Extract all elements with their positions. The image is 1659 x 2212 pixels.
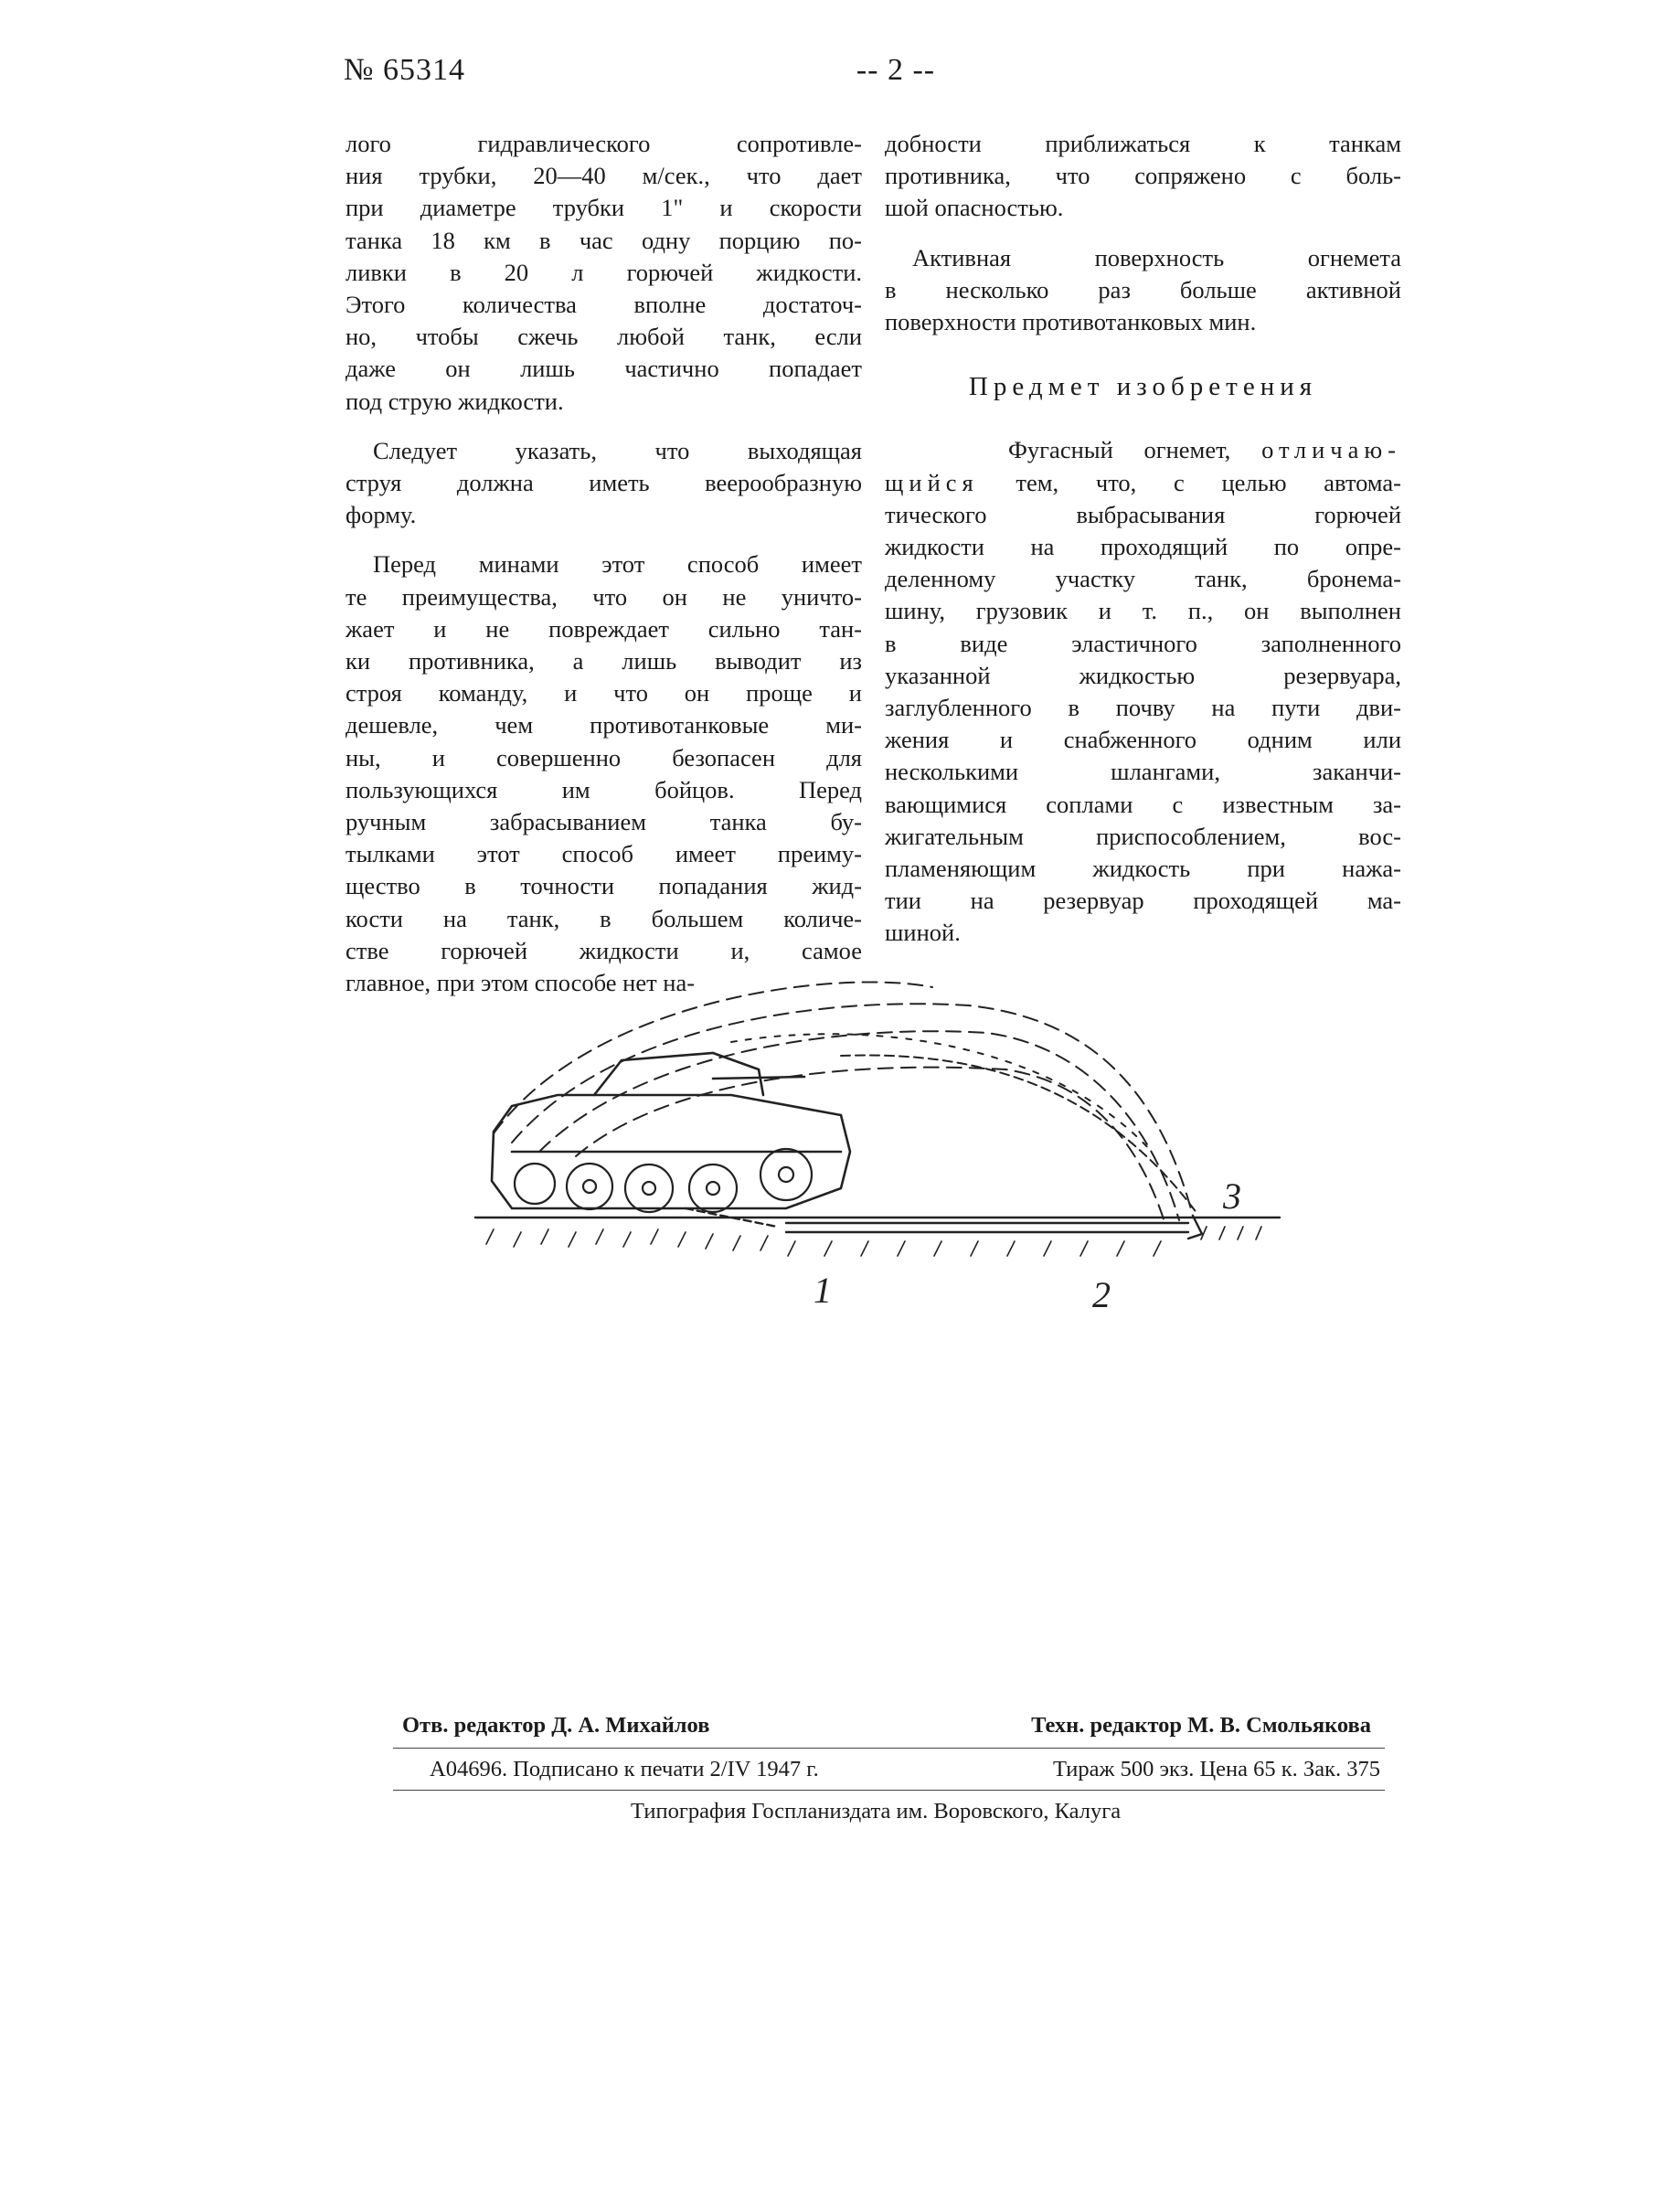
footer-rule (393, 1748, 1385, 1749)
text-line: пользующихся им бойцов. Перед (346, 775, 862, 803)
figure-label-2: 2 (1092, 1274, 1111, 1315)
text-line: дешевле, чем противотанковые ми- (346, 711, 862, 739)
publication-line (430, 1757, 1380, 1782)
ground-and-hose (475, 1208, 1280, 1256)
text-line: добности приближаться к танкам (885, 130, 1401, 157)
claim-line: пламеняющим жидкость при нажа- (885, 855, 1401, 883)
text-line: ки противника, а лишь выводит из (346, 647, 862, 675)
figure-label-1: 1 (814, 1270, 832, 1311)
text-line: противника, что сопряжено с боль- (885, 162, 1401, 190)
text-line: те преимущества, что он не уничто- (346, 582, 862, 611)
text-line: щество в точности попадания жид- (346, 872, 862, 900)
text-line: танка 18 км в час одну порцию по- (346, 226, 862, 254)
editor: Отв. редактор Д. А. Михайлов (402, 1713, 710, 1738)
paragraph-gap (346, 531, 862, 548)
tank-drawing (492, 1053, 850, 1212)
text-line: струя должна иметь веерообразную (346, 469, 862, 497)
text-line: Перед минами этот способ имеет (373, 550, 862, 579)
print-run-info: Тираж 500 экз. Цена 65 к. Зак. 375 (1052, 1757, 1380, 1781)
text-line: ния трубки, 20—40 м/сек., что дает (346, 162, 862, 190)
claim-line: вающимися соплами с известным за- (885, 790, 1401, 818)
claim-line: деленному участку танк, бронема- (885, 565, 1401, 593)
text-line: жает и не повреждает сильно тан- (346, 614, 862, 643)
text-line: главное, при этом способе нет на- (346, 969, 696, 997)
text-line: Следует указать, что выходящая (373, 436, 862, 464)
text-line: Этого количества вполне достаточ- (346, 291, 862, 319)
text-line: при диаметре трубки 1" и скорости (346, 194, 862, 222)
claim-spaced: щийся (885, 468, 979, 496)
text-line: тылками этот способ имеет преиму- (346, 840, 862, 868)
claim-line: указанной жидкостью резервуара, (885, 661, 1401, 689)
claim-line: жигательным приспособлением, вос- (885, 822, 1401, 850)
paragraph-gap (885, 225, 1401, 242)
text-line: поверхности противотанковых мин. (885, 308, 1257, 336)
tech-editor: Техн. редактор М. В. Смольякова (1031, 1713, 1371, 1738)
publication-info: А04696. Подписано к печати 2/IV 1947 г. (430, 1757, 819, 1781)
claim-lines (885, 499, 1401, 950)
figure-labels (814, 1175, 1241, 1315)
paragraph-gap (346, 418, 862, 435)
claim-line: в виде эластичного заполненного (885, 629, 1401, 657)
claim-line: шину, грузовик и т. п., он выполнен (885, 597, 1401, 625)
claim-start: Фугасный огнемет, (1008, 436, 1262, 464)
document-number: № 65314 (344, 53, 465, 87)
text-line: ны, и совершенно безопасен для (346, 743, 862, 771)
printer-line: Типография Госпланиздата им. Воровского, Калуга (631, 1799, 1122, 1824)
claim-line: заглубленного в почву на пути дви- (885, 694, 1401, 722)
text-line: стве горючей жидкости и, самое (346, 936, 862, 964)
tank-flamethrower-figure (457, 969, 1298, 1353)
claim-line: шиной. (885, 919, 961, 947)
figure-label-3: 3 (1223, 1175, 1241, 1217)
claim-line: несколькими шлангами, заканчи- (885, 758, 1401, 786)
text-line: форму. (346, 501, 417, 529)
editor-line (402, 1713, 1371, 1739)
claim-spaced: отличаю- (1261, 436, 1402, 464)
page-number: -- 2 -- (856, 53, 936, 87)
claim-line: жидкости на проходящий по опре- (885, 533, 1401, 561)
claim-line: тического выбрасывания горючей (885, 500, 1401, 528)
text-line: строя команду, и что он проще и (346, 679, 862, 707)
right-column (885, 128, 1401, 950)
claim-text (885, 434, 1401, 949)
right-column-paragraphs (885, 128, 1401, 338)
claim-line: тии на резервуар проходящей ма- (885, 887, 1401, 915)
spray-arcs (494, 982, 1197, 1225)
text-line: под струю жидкости. (346, 387, 564, 415)
section-heading: Предмет изобретения (968, 372, 1318, 402)
text-line: шой опасностью. (885, 194, 1064, 222)
text-line: ручным забрасыванием танка бу- (346, 808, 862, 836)
left-column (346, 128, 862, 999)
claim-line (885, 467, 1401, 499)
text-line: лого гидравлического сопротивле- (346, 130, 862, 157)
text-line: ливки в 20 л горючей жидкости. (346, 258, 862, 286)
text-line: в несколько раз больше активной (885, 275, 1401, 303)
claim-rest: тем, что, с целью автома- (978, 468, 1401, 496)
text-line: но, чтобы сжечь любой танк, если (346, 323, 862, 351)
text-line: даже он лишь частично попадает (346, 355, 862, 383)
claim-line: жения и снабженного одним или (885, 726, 1401, 754)
text-line: кости на танк, в большем количе- (346, 904, 862, 932)
claim-line (885, 434, 1401, 466)
text-line: Активная поверхность огнемета (912, 243, 1401, 271)
footer-rule (393, 1790, 1385, 1791)
